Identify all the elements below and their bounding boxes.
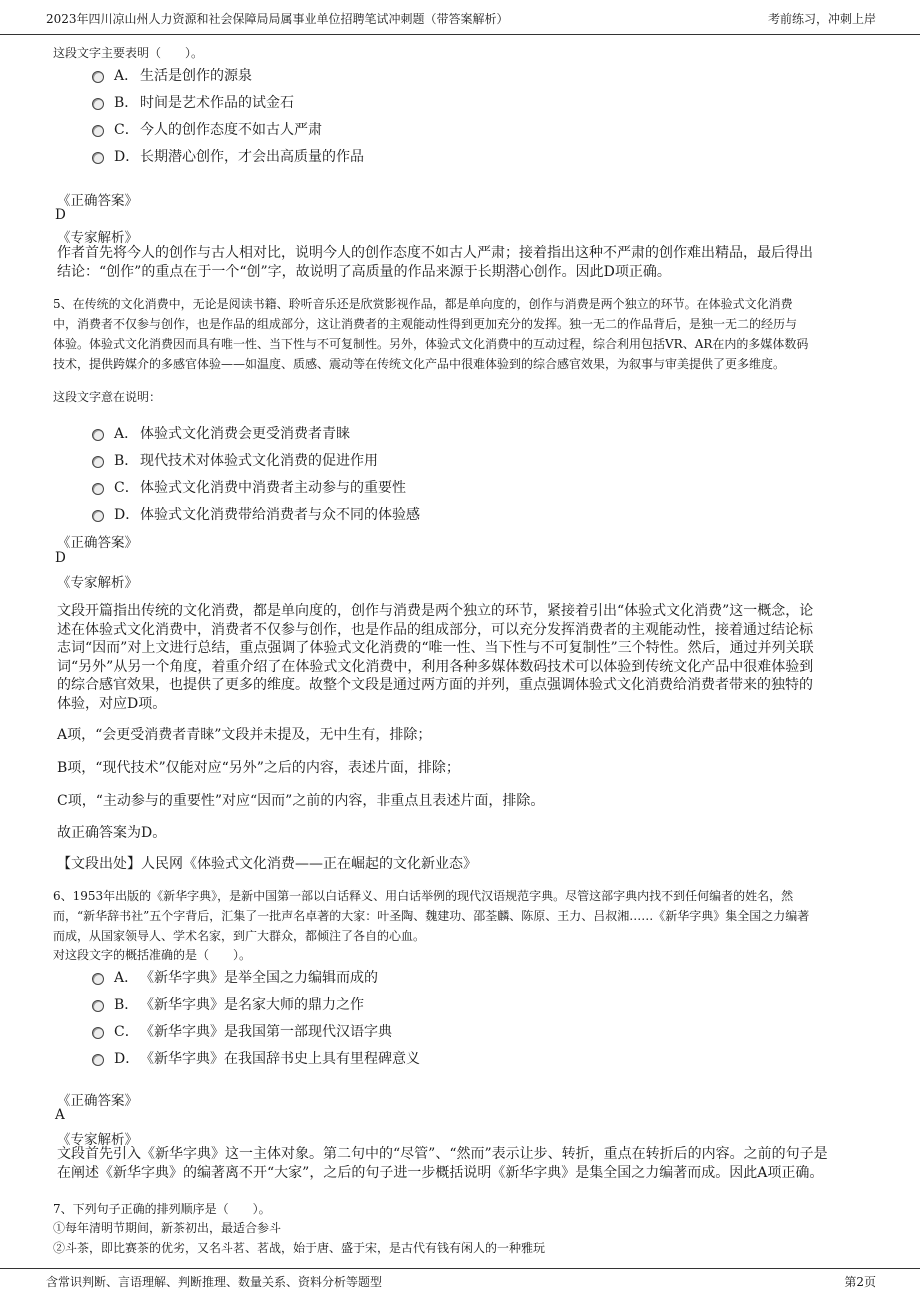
q6-option-a[interactable]: A． 《新华字典》是举全国之力编辑而成的 xyxy=(92,967,378,989)
q5-analysis-label: 《专家解析》 xyxy=(57,575,138,591)
q4-analysis: 作者首先将今人的创作与古人相对比，说明今人的创作态度不如古人严肃；接着指出这种不严肃的创作难出精品，最后得出 结论：“创作”的重点在于一个“创”字，故说明了高质量的作品来源于长期潜心创作。因此D项正确。 xyxy=(57,245,813,280)
radio-icon[interactable] xyxy=(92,1000,104,1012)
header-slogan: 考前练习，冲刺上岸 xyxy=(767,12,876,26)
q6-answer: A xyxy=(55,1107,65,1123)
radio-icon[interactable] xyxy=(92,429,104,441)
q5-note-c: C项，“主动参与的重要性”对应“因而”之前的内容，非重点且表述片面，排除。 xyxy=(57,793,545,809)
q5-source: 【文段出处】人民网《体验式文化消费——正在崛起的文化新业态》 xyxy=(57,856,477,872)
radio-icon[interactable] xyxy=(92,1027,104,1039)
radio-icon[interactable] xyxy=(92,483,104,495)
q4-analysis-label: 《专家解析》 xyxy=(57,230,138,246)
q7-stem: 7、下列句子正确的排列顺序是（ ）。 xyxy=(53,1202,271,1216)
q6-question: 对这段文字的概括准确的是（ ）。 xyxy=(53,948,252,962)
radio-icon[interactable] xyxy=(92,98,104,110)
page-header xyxy=(0,0,920,35)
q6-option-c[interactable]: C．《新华字典》是我国第一部现代汉语字典 xyxy=(92,1021,392,1043)
q6-option-b[interactable]: B． 《新华字典》是名家大师的鼎力之作 xyxy=(92,994,364,1016)
q5-note-a: A项，“会更受消费者青睐”文段并未提及，无中生有，排除； xyxy=(57,727,432,743)
document-title: 2023年四川凉山州人力资源和社会保障局局属事业单位招聘笔试冲刺题（带答案解析） xyxy=(46,12,509,26)
radio-icon[interactable] xyxy=(92,456,104,468)
q4-answer: D xyxy=(55,207,66,223)
q5-answer-label: 《正确答案》 xyxy=(57,535,138,551)
page-number: 第2页 xyxy=(844,1275,876,1289)
q5-answer: D xyxy=(55,550,66,566)
radio-icon[interactable] xyxy=(92,1054,104,1066)
q6-answer-label: 《正确答案》 xyxy=(57,1093,138,1109)
q4-option-b[interactable]: B． 时间是艺术作品的试金石 xyxy=(92,92,294,114)
q4-stem-tail: 这段文字主要表明（ ）。 xyxy=(53,46,204,60)
radio-icon[interactable] xyxy=(92,510,104,522)
q5-option-c[interactable]: C．体验式文化消费中消费者主动参与的重要性 xyxy=(92,477,406,499)
q5-analysis: 文段开篇指出传统的文化消费，都是单向度的，创作与消费是两个独立的环节，紧接着引出“体验式文化消费”这一概念，论 述在体验式文化消费中，消费者不仅参与创作，也是作品的组成部分，可以充分发挥消费者的主观能动性，接着通过结论标 志词“因而”对上文进行总结，重点强调了体验式文化消费的“唯一性、当下性与不可复制性”三个特性。然后，通过并列关联 词“另外”从另一个角度，着重介绍了在体验式文化消费中，利用各种多媒体数码技术可以体验到传统文化产品中很难体验到 的综合感官效果，也提供了更多的维度。故整个文段是通过两方面的并列，重点强调体验式文化消费给消费者带来的独特的 体验，对应D项。 xyxy=(57,603,814,712)
q5-option-b[interactable]: B． 现代技术对体验式文化消费的促进作用 xyxy=(92,450,378,472)
q7-item-1: ①每年清明节期间，新茶初出，最适合参斗 xyxy=(53,1221,282,1235)
radio-icon[interactable] xyxy=(92,973,104,985)
radio-icon[interactable] xyxy=(92,152,104,164)
q6-analysis-label: 《专家解析》 xyxy=(57,1132,138,1148)
q4-option-d[interactable]: D．长期潜心创作，才会出高质量的作品 xyxy=(92,146,364,168)
q5-option-d[interactable]: D．体验式文化消费带给消费者与众不同的体验感 xyxy=(92,504,420,526)
radio-icon[interactable] xyxy=(92,71,104,83)
q6-stem: 6、1953年出版的《新华字典》，是新中国第一部以白话释义、用白话举例的现代汉语规范字典。尽管这部字典内找不到任何编者的姓名，然 而，“新华辞书社”五个字背后，汇集了一批声名卓著的大家：叶圣陶、魏建功、邵荃麟、陈原、王力、吕叔湘……《新华字典》集全国之力编著 而成，从国家领导人、学术名家，到广大群众，都倾注了各自的心血。 xyxy=(53,889,810,943)
q6-analysis: 文段首先引入《新华字典》这一主体对象。第二句中的“尽管”、“然而”表示让步、转折，重点在转折后的内容。之前的句子是 在阐述《新华字典》的编著离不开“大家”，之后的句子进一步概括说明《新华字典》是集全国之力编著而成。因此A项正确。 xyxy=(57,1146,828,1181)
q5-stem: 5、在传统的文化消费中，无论是阅读书籍、聆听音乐还是欣赏影视作品，都是单向度的，创作与消费是两个独立的环节。在体验式文化消费 中，消费者不仅参与创作，也是作品的组成部分，这让消费者的主观能动性得到更加充分的发挥。独一无二的作品背后，是独一无二的经历与 体验。体验式文化消费因而具有唯一性、当下性与不可复制性。另外，体验式文化消费中的互动过程，综合利用包括VR、AR在内的多媒体数码 技术，提供跨媒介的多感官体验——如温度、质感、震动等在传统文化产品中很难体验到的综合感官效果，为叙事与审美提供了更多维度。 xyxy=(53,297,809,371)
q4-option-a[interactable]: A． 生活是创作的源泉 xyxy=(92,65,252,87)
q7-item-2: ②斗茶，即比赛茶的优劣，又名斗茗、茗战，始于唐、盛于宋，是古代有钱有闲人的一种雅玩 xyxy=(53,1241,546,1255)
q6-option-d[interactable]: D．《新华字典》在我国辞书史上具有里程碑意义 xyxy=(92,1048,420,1070)
q4-answer-label: 《正确答案》 xyxy=(57,193,138,209)
footer-note: 含常识判断、言语理解、判断推理、数量关系、资料分析等题型 xyxy=(46,1275,383,1289)
q4-option-c[interactable]: C．今人的创作态度不如古人严肃 xyxy=(92,119,322,141)
q5-question: 这段文字意在说明： xyxy=(53,390,162,404)
q5-option-a[interactable]: A． 体验式文化消费会更受消费者青睐 xyxy=(92,423,350,445)
q5-note-b: B项，“现代技术”仅能对应“另外”之后的内容，表述片面，排除； xyxy=(57,760,460,776)
radio-icon[interactable] xyxy=(92,125,104,137)
page-footer xyxy=(0,1268,920,1303)
q5-conclusion: 故正确答案为D。 xyxy=(57,825,167,841)
